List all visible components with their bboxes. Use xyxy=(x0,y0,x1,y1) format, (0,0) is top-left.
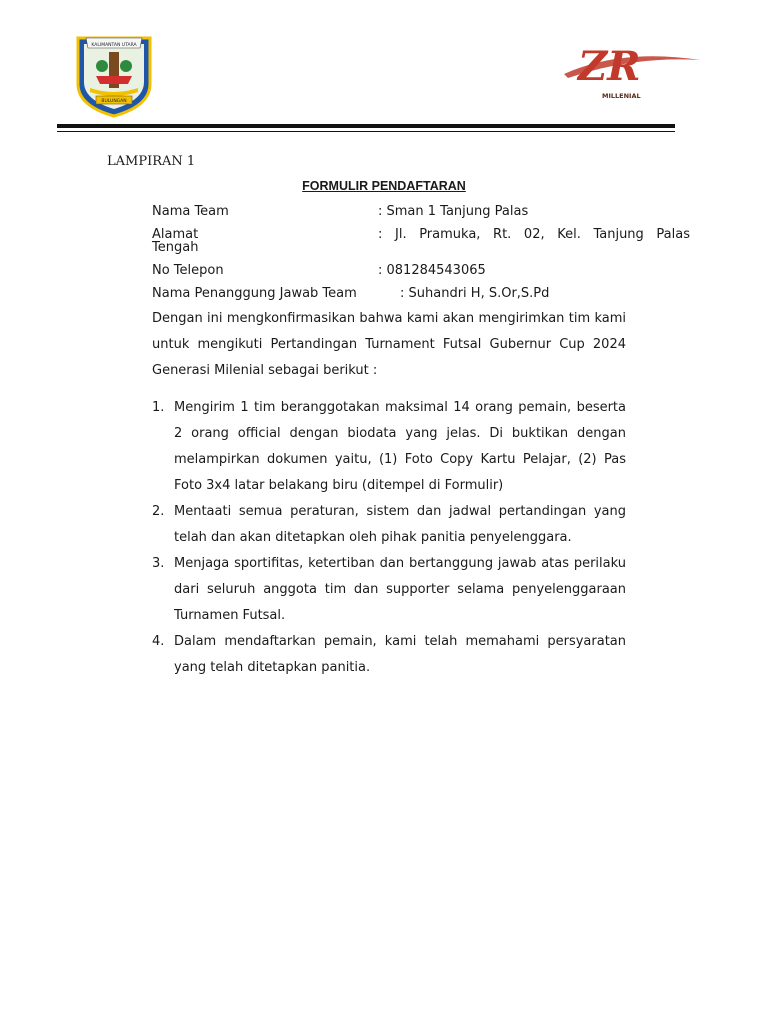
list-item-text: Menjaga sportifitas, ketertiban dan bertanggung jawab atas perilaku dari seluruh anggota tim dan supporter selama penyelenggaraan Turnamen Futsal. xyxy=(174,556,626,623)
field-label-phone: No Telepon xyxy=(152,263,224,278)
field-value-address-continuation: Tengah xyxy=(152,240,199,255)
form-title: FORMULIR PENDAFTARAN xyxy=(302,179,466,193)
zr-subtext: MILLENIAL xyxy=(602,92,641,100)
list-item-number: 2. xyxy=(152,504,165,519)
list-item-number: 1. xyxy=(152,400,165,415)
field-label-address: Alamat xyxy=(152,227,199,242)
list-item-number: 3. xyxy=(152,556,165,571)
list-item xyxy=(152,499,626,551)
list-item xyxy=(152,395,626,499)
regional-crest-icon xyxy=(74,32,154,118)
field-value-phone: : 081284543065 xyxy=(378,263,486,278)
list-item xyxy=(152,629,626,681)
list-item-number: 4. xyxy=(152,634,165,649)
requirements-list xyxy=(152,395,626,681)
field-value-address: : Jl. Pramuka, Rt. 02, Kel. Tanjung Palas xyxy=(378,227,690,242)
list-item-text: Mengirim 1 tim beranggotakan maksimal 14 orang pemain, beserta 2 orang official dengan biodata yang jelas. Di buktikan dengan melampirkan dokumen yaitu, (1) Foto Copy Kartu Pelajar, (2) Pas Foto 3x4 latar belakang biru (ditempel di Formulir) xyxy=(174,400,626,493)
field-label-team: Nama Team xyxy=(152,204,229,219)
header-rule-thick xyxy=(57,124,675,128)
zr-milenial-logo xyxy=(562,38,702,102)
field-label-responsible: Nama Penanggung Jawab Team xyxy=(152,286,357,301)
intro-paragraph: Dengan ini mengkonfirmasikan bahwa kami akan mengirimkan tim kami untuk mengikuti Pertandingan Turnament Futsal Gubernur Cup 2024 Generasi Milenial sebagai berikut : xyxy=(152,311,626,378)
list-item xyxy=(152,551,626,629)
header-rule-thin xyxy=(57,131,675,132)
zr-mark-text: ZR xyxy=(578,43,641,90)
crest-banner-text: KALIMANTAN UTARA xyxy=(91,43,137,48)
field-value-responsible: : Suhandri H, S.Or,S.Pd xyxy=(400,286,550,301)
attachment-label: LAMPIRAN 1 xyxy=(107,154,196,169)
field-value-team: : Sman 1 Tanjung Palas xyxy=(378,204,529,219)
list-item-text: Mentaati semua peraturan, sistem dan jadwal pertandingan yang telah dan akan ditetapkan oleh pihak panitia penyelenggara. xyxy=(174,504,626,545)
list-item-text: Dalam mendaftarkan pemain, kami telah memahami persyaratan yang telah ditetapkan panitia. xyxy=(174,634,626,675)
crest-ribbon-text: BULUNGAN xyxy=(101,99,127,104)
